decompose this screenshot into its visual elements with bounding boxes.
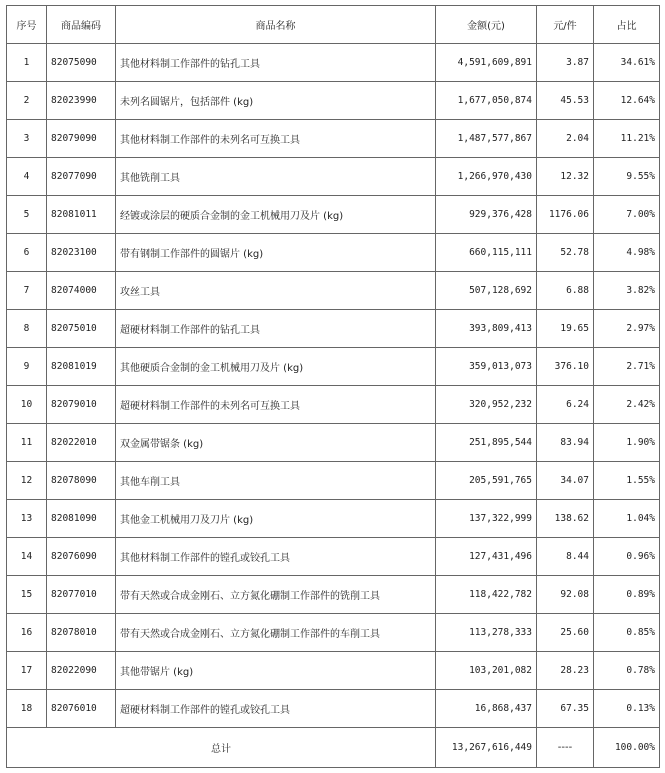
row-index: 15 (7, 576, 47, 614)
row-share: 2.71% (594, 348, 660, 386)
row-name: 带有钢制工作部件的圆锯片 (kg) (116, 234, 436, 272)
row-amount: 103,201,082 (436, 652, 537, 690)
row-unit-price: 19.65 (537, 310, 594, 348)
total-amount: 13,267,616,449 (436, 728, 537, 768)
row-name: 其他材料制工作部件的镗孔或铰孔工具 (116, 538, 436, 576)
row-unit-price: 8.44 (537, 538, 594, 576)
row-code: 82023990 (47, 82, 116, 120)
row-amount: 507,128,692 (436, 272, 537, 310)
row-unit-price: 28.23 (537, 652, 594, 690)
table-row (7, 82, 660, 120)
row-code: 82079010 (47, 386, 116, 424)
table-row (7, 158, 660, 196)
table-row (7, 234, 660, 272)
row-index: 14 (7, 538, 47, 576)
row-amount: 929,376,428 (436, 196, 537, 234)
row-amount: 660,115,111 (436, 234, 537, 272)
row-share: 0.78% (594, 652, 660, 690)
table-row (7, 120, 660, 158)
row-share: 0.96% (594, 538, 660, 576)
row-share: 2.97% (594, 310, 660, 348)
row-code: 82081090 (47, 500, 116, 538)
row-name: 其他材料制工作部件的钻孔工具 (116, 44, 436, 82)
row-name: 带有天然或合成金刚石、立方氮化硼制工作部件的铣削工具 (116, 576, 436, 614)
row-index: 10 (7, 386, 47, 424)
row-share: 11.21% (594, 120, 660, 158)
table-row (7, 500, 660, 538)
table-row (7, 614, 660, 652)
header-row (7, 6, 660, 44)
row-unit-price: 1176.06 (537, 196, 594, 234)
row-unit-price: 376.10 (537, 348, 594, 386)
row-code: 82077010 (47, 576, 116, 614)
row-amount: 359,013,073 (436, 348, 537, 386)
row-code: 82081011 (47, 196, 116, 234)
row-code: 82079090 (47, 120, 116, 158)
row-index: 7 (7, 272, 47, 310)
row-amount: 393,809,413 (436, 310, 537, 348)
header-share: 占比 (594, 6, 660, 44)
row-unit-price: 67.35 (537, 690, 594, 728)
header-code: 商品编码 (47, 6, 116, 44)
row-share: 1.90% (594, 424, 660, 462)
row-code: 82078010 (47, 614, 116, 652)
row-code: 82077090 (47, 158, 116, 196)
header-unit-price: 元/件 (537, 6, 594, 44)
row-amount: 16,868,437 (436, 690, 537, 728)
row-name: 其他硬质合金制的金工机械用刀及片 (kg) (116, 348, 436, 386)
row-index: 9 (7, 348, 47, 386)
row-amount: 137,322,999 (436, 500, 537, 538)
row-index: 8 (7, 310, 47, 348)
row-index: 16 (7, 614, 47, 652)
table-row (7, 538, 660, 576)
row-unit-price: 52.78 (537, 234, 594, 272)
total-row (7, 728, 660, 768)
row-index: 13 (7, 500, 47, 538)
row-name: 经镀或涂层的硬质合金制的金工机械用刀及片 (kg) (116, 196, 436, 234)
row-share: 2.42% (594, 386, 660, 424)
row-unit-price: 34.07 (537, 462, 594, 500)
row-name: 其他金工机械用刀及刀片 (kg) (116, 500, 436, 538)
row-name: 未列名圆锯片，包括部件 (kg) (116, 82, 436, 120)
row-name: 超硬材料制工作部件的钻孔工具 (116, 310, 436, 348)
table-row (7, 310, 660, 348)
table-row (7, 44, 660, 82)
row-share: 7.00% (594, 196, 660, 234)
row-code: 82075010 (47, 310, 116, 348)
row-amount: 251,895,544 (436, 424, 537, 462)
row-name: 其他车削工具 (116, 462, 436, 500)
table-row (7, 272, 660, 310)
row-unit-price: 12.32 (537, 158, 594, 196)
row-amount: 320,952,232 (436, 386, 537, 424)
row-share: 34.61% (594, 44, 660, 82)
total-unit-price: ---- (537, 728, 594, 768)
row-unit-price: 6.88 (537, 272, 594, 310)
row-amount: 205,591,765 (436, 462, 537, 500)
table-body (7, 44, 660, 728)
row-share: 1.55% (594, 462, 660, 500)
row-unit-price: 25.60 (537, 614, 594, 652)
row-share: 0.85% (594, 614, 660, 652)
row-name: 其他带锯片 (kg) (116, 652, 436, 690)
table-row (7, 652, 660, 690)
total-share: 100.00% (594, 728, 660, 768)
row-unit-price: 138.62 (537, 500, 594, 538)
table-row (7, 424, 660, 462)
row-name: 双金属带锯条 (kg) (116, 424, 436, 462)
row-amount: 113,278,333 (436, 614, 537, 652)
row-amount: 4,591,609,891 (436, 44, 537, 82)
row-index: 6 (7, 234, 47, 272)
table-row (7, 576, 660, 614)
row-unit-price: 45.53 (537, 82, 594, 120)
table-row (7, 386, 660, 424)
table-row (7, 348, 660, 386)
row-name: 其他铣削工具 (116, 158, 436, 196)
row-name: 其他材料制工作部件的未列名可互换工具 (116, 120, 436, 158)
row-share: 1.04% (594, 500, 660, 538)
row-share: 4.98% (594, 234, 660, 272)
row-code: 82076090 (47, 538, 116, 576)
row-share: 9.55% (594, 158, 660, 196)
row-name: 带有天然或合成金刚石、立方氮化硼制工作部件的车削工具 (116, 614, 436, 652)
table-row (7, 462, 660, 500)
row-amount: 1,677,050,874 (436, 82, 537, 120)
row-code: 82076010 (47, 690, 116, 728)
row-index: 5 (7, 196, 47, 234)
header-index: 序号 (7, 6, 47, 44)
row-code: 82022090 (47, 652, 116, 690)
row-name: 攻丝工具 (116, 272, 436, 310)
header-name: 商品名称 (116, 6, 436, 44)
row-unit-price: 2.04 (537, 120, 594, 158)
row-index: 1 (7, 44, 47, 82)
header-amount: 金额(元) (436, 6, 537, 44)
row-unit-price: 83.94 (537, 424, 594, 462)
row-index: 18 (7, 690, 47, 728)
row-index: 11 (7, 424, 47, 462)
row-index: 4 (7, 158, 47, 196)
total-label: 总计 (7, 728, 436, 768)
row-amount: 1,487,577,867 (436, 120, 537, 158)
row-index: 12 (7, 462, 47, 500)
row-name: 超硬材料制工作部件的镗孔或铰孔工具 (116, 690, 436, 728)
row-index: 17 (7, 652, 47, 690)
row-amount: 1,266,970,430 (436, 158, 537, 196)
row-unit-price: 92.08 (537, 576, 594, 614)
row-code: 82023100 (47, 234, 116, 272)
row-code: 82075090 (47, 44, 116, 82)
row-share: 0.13% (594, 690, 660, 728)
data-table (6, 5, 660, 768)
table-row (7, 196, 660, 234)
row-name: 超硬材料制工作部件的未列名可互换工具 (116, 386, 436, 424)
row-code: 82078090 (47, 462, 116, 500)
row-share: 3.82% (594, 272, 660, 310)
row-share: 0.89% (594, 576, 660, 614)
row-code: 82081019 (47, 348, 116, 386)
row-code: 82022010 (47, 424, 116, 462)
row-index: 2 (7, 82, 47, 120)
row-amount: 127,431,496 (436, 538, 537, 576)
table-row (7, 690, 660, 728)
row-amount: 118,422,782 (436, 576, 537, 614)
row-share: 12.64% (594, 82, 660, 120)
row-unit-price: 6.24 (537, 386, 594, 424)
row-index: 3 (7, 120, 47, 158)
row-unit-price: 3.87 (537, 44, 594, 82)
row-code: 82074000 (47, 272, 116, 310)
